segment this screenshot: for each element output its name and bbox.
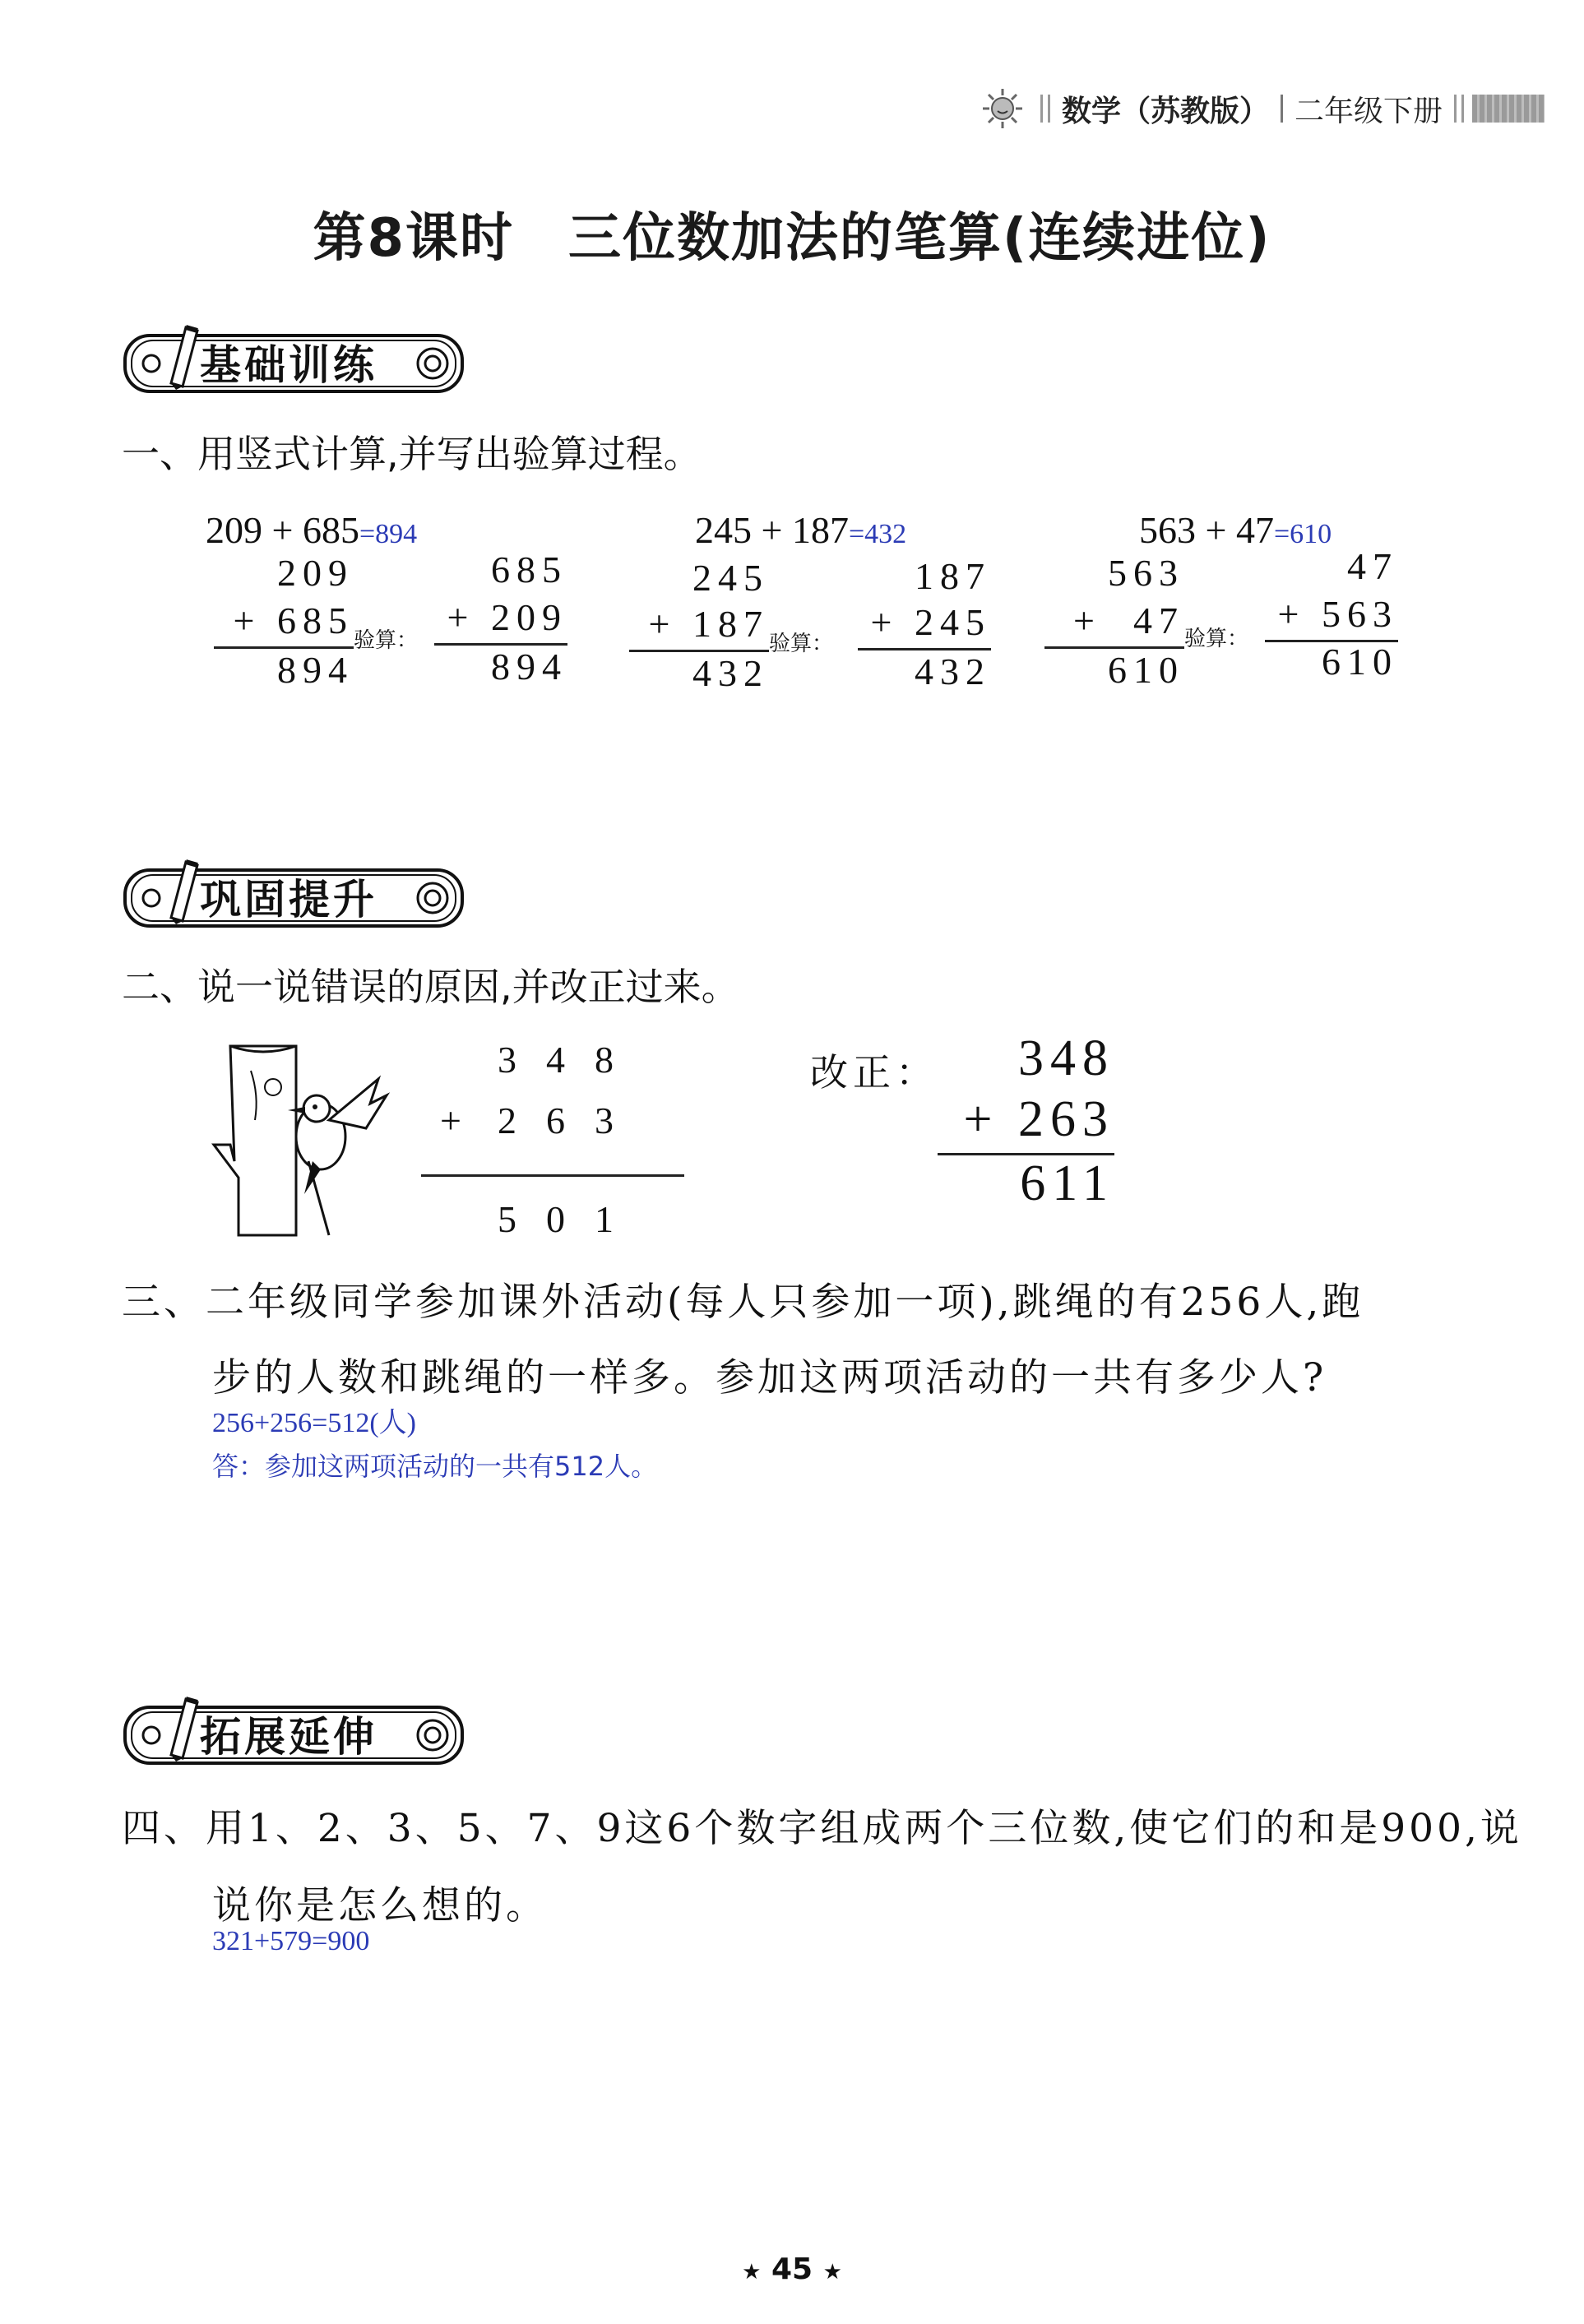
expression-text: 209 + 685	[206, 509, 359, 551]
addend-b: + 685	[233, 600, 354, 641]
section-badge-consolidate	[122, 855, 467, 931]
section-title-extend: 拓展延伸	[200, 1713, 377, 1761]
check-sum: 894	[491, 646, 567, 687]
answer-text: =610	[1273, 519, 1332, 549]
header-grade: 二年级下册	[1294, 94, 1443, 128]
correct-addend-b: + 263	[963, 1091, 1114, 1147]
wrong-addend-a: 348	[498, 1039, 643, 1081]
q1-problem-1	[206, 508, 584, 697]
header-stripe	[1472, 95, 1545, 123]
expression-text: 563 + 47	[1139, 509, 1274, 551]
star-icon: ★	[742, 2260, 762, 2285]
sum: 894	[277, 649, 354, 691]
correct-label: 改正：	[810, 1050, 938, 1095]
section-badge-extend	[122, 1692, 467, 1768]
header-divider	[1454, 95, 1464, 123]
q4-line-2: 说你是怎么想的。	[212, 1883, 548, 1928]
star-icon: ★	[822, 2260, 842, 2285]
section-title-consolidate: 巩固提升	[200, 876, 377, 924]
q1-prompt: 一、用竖式计算,并写出验算过程。	[122, 432, 702, 476]
check-addend-a: 47	[1347, 545, 1398, 587]
check-addend-b: + 245	[870, 601, 991, 643]
check-label: 验算：	[769, 632, 834, 656]
header-divider	[1040, 95, 1050, 123]
q3-answer-sentence: 答：参加这两项活动的一共有512人。	[212, 1451, 658, 1482]
check-label: 验算：	[1184, 627, 1249, 651]
q1-problem-3	[1036, 508, 1415, 697]
check-addend-b: + 209	[447, 596, 567, 638]
correct-addend-a: 348	[1018, 1030, 1114, 1086]
section-badge-basic	[122, 321, 467, 396]
wrong-addend-b-digits: 263	[498, 1100, 643, 1141]
addend-a: 245	[692, 557, 769, 599]
page-number-value: 45	[771, 2252, 813, 2286]
answer-text: =894	[359, 519, 418, 549]
q2-prompt: 二、说一说错误的原因,并改正过来。	[122, 965, 739, 1009]
addend-b: + 187	[648, 603, 769, 645]
q3-line-1: 三、二年级同学参加课外活动(每人只参加一项),跳绳的有256人,跑	[122, 1280, 1364, 1325]
check-addend-a: 187	[915, 555, 991, 597]
sun-logo-icon	[981, 87, 1024, 130]
expression-text: 245 + 187	[695, 509, 849, 551]
check-addend-a: 685	[491, 549, 567, 590]
q4-answer: 321+579=900	[212, 1926, 370, 1956]
page-header	[981, 81, 1545, 137]
check-label: 验算：	[354, 628, 419, 653]
woodpecker-tree-illustration	[206, 1038, 395, 1243]
problem-expression	[695, 508, 906, 552]
addend-a: 209	[277, 552, 354, 594]
page-number	[0, 2252, 1584, 2286]
sum: 432	[692, 652, 769, 694]
check-sum: 432	[915, 650, 991, 692]
section-title-basic: 基础训练	[200, 341, 377, 389]
check-sum: 610	[1322, 641, 1398, 683]
q3-answer-calc: 256+256=512(人)	[212, 1408, 416, 1438]
problem-expression	[206, 508, 417, 552]
wrong-plus-sign: +	[440, 1100, 491, 1141]
q4-line-1: 四、用1、2、3、5、7、9这6个数字组成两个三位数,使它们的和是900,说	[122, 1806, 1522, 1851]
answer-text: =432	[848, 519, 907, 549]
wrong-sum: 501	[498, 1198, 643, 1240]
addend-a: 563	[1108, 552, 1184, 594]
sum: 610	[1108, 649, 1184, 691]
lesson-title: 第8课时 三位数加法的笔算(连续进位)	[313, 208, 1271, 269]
wrong-sum-line	[421, 1174, 684, 1177]
header-subject: 数学（苏教版）	[1061, 94, 1269, 128]
q3-line-2: 步的人数和跳绳的一样多。参加这两项活动的一共有多少人?	[212, 1355, 1327, 1400]
addend-b: + 47	[1073, 600, 1184, 641]
correct-sum: 611	[1020, 1155, 1114, 1211]
check-addend-b: + 563	[1277, 593, 1398, 635]
q1-problem-2	[621, 508, 1007, 697]
header-divider	[1281, 95, 1283, 123]
